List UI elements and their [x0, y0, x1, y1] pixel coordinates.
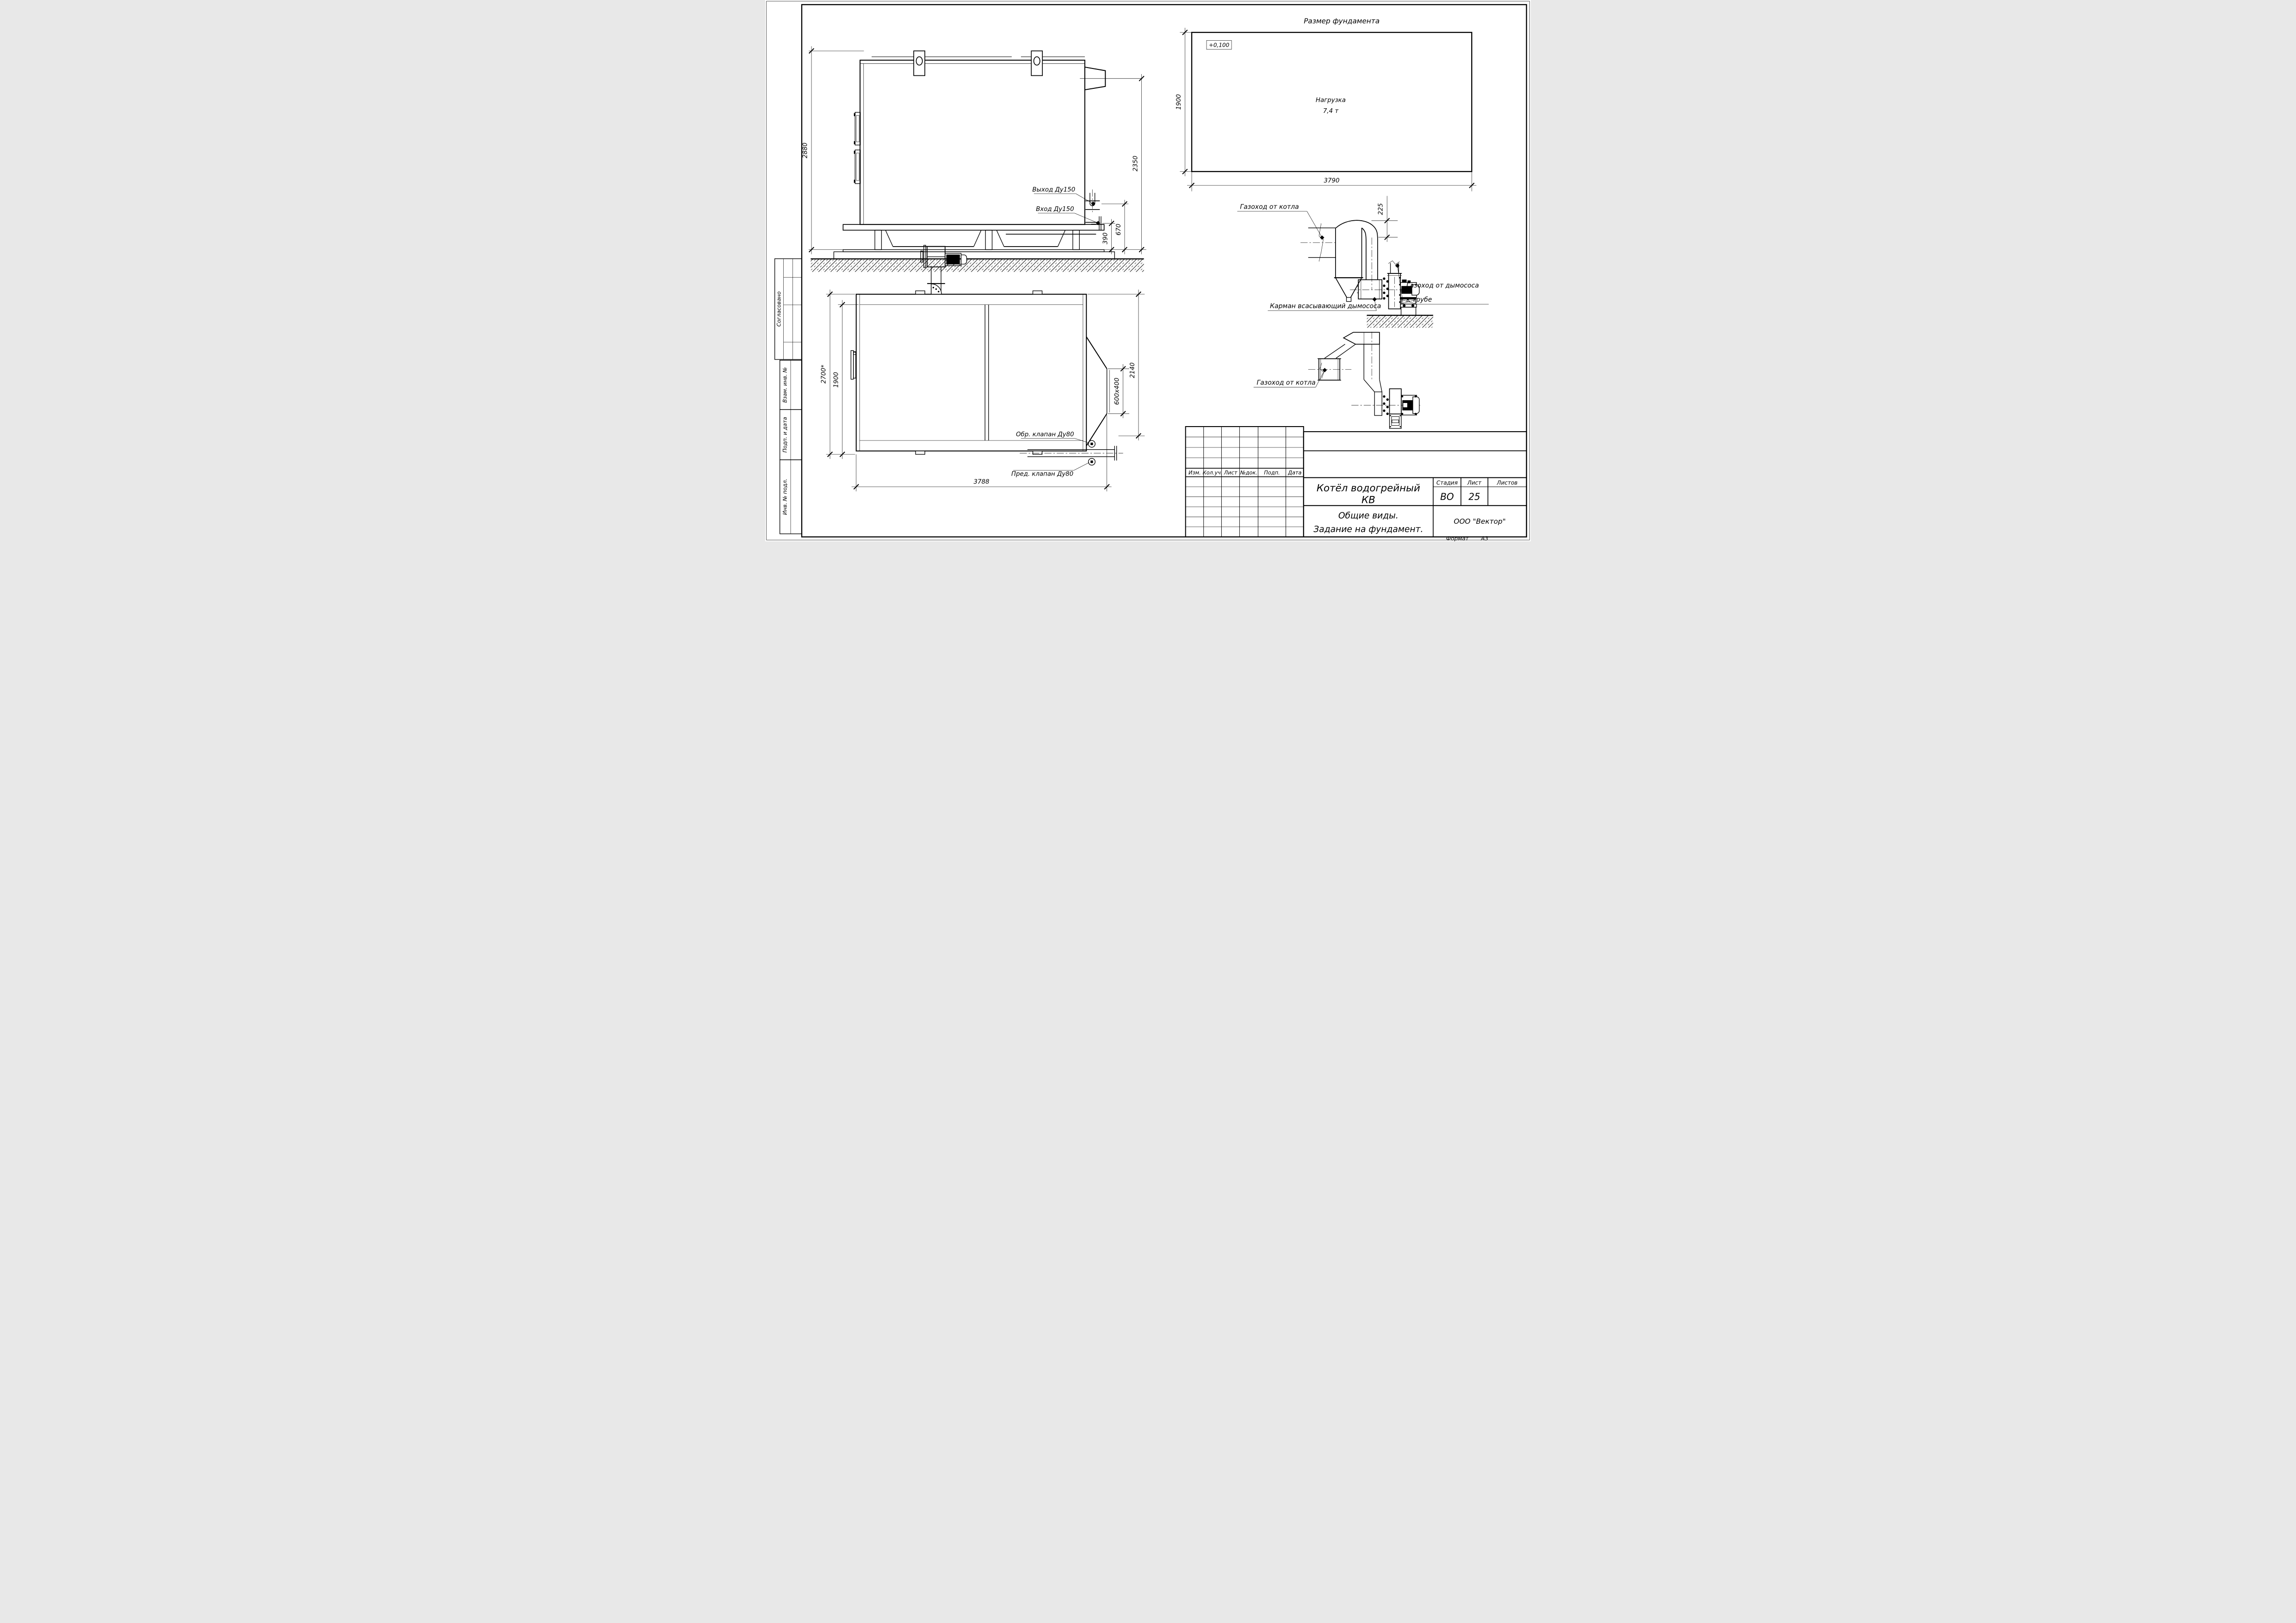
- suction-pocket: [1357, 280, 1382, 299]
- rect-shape: [834, 252, 1114, 259]
- rect-shape: [855, 150, 860, 184]
- text-shape: 2140: [1129, 362, 1136, 378]
- line-shape: [1307, 211, 1322, 238]
- line-shape: [1075, 213, 1098, 223]
- check-valve: [1089, 440, 1095, 447]
- rect-shape: [1392, 416, 1399, 425]
- circle-shape: [1383, 409, 1385, 412]
- rev-header-podp: Подп.: [1264, 469, 1280, 476]
- path-shape: [1319, 223, 1323, 261]
- ground-side-view: [811, 259, 1144, 272]
- plan-fan-motor: [1401, 395, 1419, 415]
- line-shape: [1380, 379, 1382, 392]
- dim-foundation-height: [1176, 28, 1192, 176]
- rect-shape: [1403, 403, 1407, 407]
- rect-shape: [1367, 316, 1433, 328]
- path-shape: [961, 255, 967, 264]
- boiler-drawing-canvas: [765, 0, 1531, 541]
- path-shape: [1362, 228, 1366, 280]
- left-margin-stamps: [775, 259, 802, 534]
- circle-shape: [1390, 426, 1391, 427]
- lifting-lug-right: [1031, 51, 1042, 75]
- circle-shape: [1386, 398, 1389, 401]
- elevation-mark: +0,100: [1208, 42, 1230, 49]
- polygon-shape: [1343, 332, 1380, 344]
- subtitle-line1: Общие виды.: [1338, 511, 1399, 521]
- circle-shape: [1411, 304, 1414, 307]
- gas-duct-plan: [1254, 332, 1421, 428]
- left-wall-flanges: [854, 112, 860, 184]
- stamp-sign-date: [780, 409, 802, 459]
- label-check-valve: Обр. клапан Ду80: [1016, 431, 1074, 439]
- rev-header-ndok: №док.: [1240, 469, 1257, 476]
- circle-shape: [1383, 278, 1385, 280]
- circle-shape: [1400, 415, 1401, 416]
- line-shape: [996, 230, 1004, 247]
- rev-header-izm: Изм.: [1188, 469, 1201, 476]
- rect-shape: [1033, 451, 1042, 454]
- sheet-header: Лист: [1467, 479, 1482, 486]
- company-name: ООО "Вектор": [1454, 517, 1506, 526]
- support-frame: [834, 224, 1114, 259]
- line-shape: [1086, 337, 1107, 369]
- text-shape: 3790: [1324, 177, 1340, 185]
- circle-shape: [1383, 395, 1385, 397]
- main-stamp: [1304, 432, 1527, 537]
- line-shape: [1364, 379, 1374, 392]
- circle-shape: [1390, 415, 1391, 416]
- rect-shape: [1390, 389, 1401, 414]
- rect-shape: [875, 230, 881, 250]
- cyclone: [1334, 228, 1363, 302]
- sheet-value: 25: [1468, 491, 1480, 502]
- circle-shape: [1401, 413, 1403, 415]
- circle-shape: [1386, 413, 1389, 415]
- stamp-inv-orig-label: Инв. № подл.: [781, 478, 788, 515]
- rect-shape: [914, 51, 925, 75]
- rev-header-koluch: Кол.уч.: [1202, 469, 1223, 476]
- title-block: [1186, 427, 1527, 537]
- rect-shape: [1090, 443, 1093, 445]
- circle-shape: [933, 287, 934, 288]
- rect-shape: [843, 224, 1104, 230]
- text-shape: 2700*: [820, 365, 828, 384]
- label-safety-valve: Пред. клапан Ду80: [1011, 471, 1074, 478]
- foundation-title: Размер фундамента: [1304, 17, 1380, 25]
- stamp-sign-date-label: Подп. и дата: [781, 417, 788, 453]
- rect-shape: [916, 451, 925, 454]
- dim-foundation-width: [1187, 172, 1476, 192]
- text-shape: 1900: [833, 372, 840, 388]
- stamp-replace-inv: [780, 360, 802, 410]
- sheets-header: Листов: [1497, 479, 1518, 486]
- rect-shape: [860, 60, 1085, 224]
- dim-2350: [1104, 74, 1146, 254]
- rect-shape: [1073, 230, 1079, 250]
- boiler-plan-view: [821, 245, 1145, 491]
- rect-shape: [946, 254, 959, 264]
- text-shape: 225: [1377, 203, 1385, 215]
- line-shape: [1075, 439, 1090, 443]
- line-shape: [885, 230, 893, 247]
- outlet-pipe: [1085, 189, 1100, 212]
- rev-header-data: Дата: [1288, 469, 1302, 476]
- rect-shape: [1358, 280, 1382, 299]
- dim-2140: [1088, 290, 1145, 440]
- rect-shape: [1374, 392, 1382, 415]
- label-outlet: Выход Ду150: [1032, 186, 1076, 194]
- path-shape: [1413, 397, 1419, 414]
- line-shape: [1058, 230, 1065, 247]
- label-inlet: Вход Ду150: [1036, 206, 1074, 213]
- dim-1900-plan: [833, 300, 859, 459]
- circle-shape: [1383, 297, 1385, 299]
- drawing-sheet: [765, 0, 1531, 541]
- circle-shape: [1415, 396, 1417, 397]
- label-duct-from-boiler: Газоход от котла: [1240, 203, 1299, 211]
- rect-shape: [1401, 307, 1416, 316]
- rect-shape: [985, 230, 992, 250]
- stamp-replace-inv-label: Взам. инв. №: [781, 367, 788, 403]
- rect-shape: [811, 259, 1144, 272]
- dim-600x400: [1108, 364, 1129, 418]
- safety-valve: [1089, 458, 1095, 465]
- text-shape: 2880: [802, 142, 809, 159]
- doc-title-line1: Котёл водогрейный: [1316, 483, 1420, 495]
- fan-flange-bolts: [1383, 278, 1389, 300]
- line-shape: [1324, 344, 1345, 358]
- rect-shape: [1031, 51, 1042, 75]
- line-shape: [1336, 278, 1347, 297]
- dim-2880: [802, 46, 864, 254]
- circle-shape: [1415, 413, 1417, 415]
- label-duct-from-boiler-plan: Газоход от котла: [1256, 379, 1316, 387]
- stamp-inv-orig: [780, 460, 802, 534]
- text-shape: 1900: [1176, 94, 1183, 110]
- rect-shape: [856, 153, 859, 180]
- dim-670: [1102, 200, 1128, 254]
- plan-boiler-duct-box: [1308, 359, 1351, 380]
- flue-outlet: [1080, 67, 1142, 90]
- label-duct-to-stack-1: Газоход от дымососа: [1406, 282, 1479, 290]
- label-suction-pocket: Карман всасывающий дымососа: [1270, 303, 1381, 310]
- rev-header-list: Лист: [1224, 469, 1238, 476]
- text-shape: 600х400: [1114, 378, 1121, 405]
- use-shape: [1320, 235, 1324, 240]
- circle-shape: [1401, 396, 1403, 397]
- rect-shape: [854, 180, 855, 183]
- text-shape: 670: [1115, 223, 1122, 235]
- dim-225: [1372, 196, 1398, 242]
- ground-duct-elevation: [1367, 316, 1433, 328]
- label-duct-to-stack-2: к трубе: [1406, 296, 1432, 304]
- circle-shape: [1403, 304, 1405, 307]
- circle-shape: [1383, 291, 1385, 294]
- text-shape: 390: [1102, 232, 1109, 244]
- plan-bottom-pipe: [1020, 446, 1123, 461]
- gas-duct-elevation: [1237, 196, 1489, 328]
- revision-table: [1186, 427, 1304, 537]
- rect-shape: [856, 294, 1087, 451]
- subtitle-line2: Задание на фундамент.: [1313, 524, 1423, 534]
- rect-shape: [851, 351, 853, 379]
- rect-shape: [1392, 420, 1399, 423]
- lifting-lug-left: [914, 51, 925, 75]
- rect-shape: [1402, 279, 1407, 282]
- plan-flue-transition: [1086, 337, 1109, 446]
- stage-header: Стадия: [1436, 479, 1458, 486]
- rect-shape: [854, 151, 855, 154]
- load-line1: Нагрузка: [1316, 97, 1346, 104]
- line-shape: [1336, 344, 1355, 358]
- circle-shape: [1383, 285, 1385, 287]
- rect-shape: [854, 141, 855, 144]
- rect-shape: [916, 291, 925, 294]
- rect-shape: [854, 113, 855, 116]
- plan-duct-elbow: [1343, 332, 1380, 344]
- use-shape: [1372, 297, 1376, 301]
- doc-title-line2: КВ: [1361, 494, 1375, 506]
- line-shape: [1074, 463, 1089, 471]
- rect-shape: [856, 115, 859, 142]
- rect-shape: [1033, 291, 1042, 294]
- smoke-exhauster: [1387, 261, 1402, 309]
- stamp-agreed: [775, 259, 802, 359]
- circle-shape: [1386, 406, 1389, 408]
- circle-shape: [1399, 301, 1400, 303]
- line-shape: [1316, 371, 1324, 387]
- plan-door-flange: [851, 351, 856, 379]
- circle-shape: [1400, 426, 1401, 427]
- circle-shape: [935, 288, 937, 290]
- rect-shape: [1390, 414, 1401, 428]
- circle-shape: [1383, 403, 1385, 405]
- circle-shape: [938, 291, 939, 292]
- load-line2: 7,4 т: [1323, 108, 1339, 115]
- rect-shape: [855, 112, 860, 145]
- text-shape: 3788: [973, 478, 990, 486]
- foundation-plan: [1176, 17, 1476, 192]
- path-shape: [1388, 261, 1399, 265]
- line-shape: [974, 230, 981, 247]
- text-shape: 2350: [1132, 155, 1139, 172]
- stage-value: ВО: [1440, 491, 1454, 502]
- rect-shape: [1347, 297, 1351, 302]
- path-shape: [1336, 220, 1378, 279]
- rect-shape: [843, 250, 1104, 252]
- stamp-agreed-label: Согласовано: [775, 291, 782, 327]
- rect-shape: [1090, 460, 1093, 463]
- line-shape: [1351, 278, 1362, 297]
- rect-shape: [854, 352, 856, 378]
- format-label: Формат: [1446, 535, 1469, 541]
- boiler-side-view: [802, 46, 1146, 272]
- format-value: А3: [1481, 535, 1489, 541]
